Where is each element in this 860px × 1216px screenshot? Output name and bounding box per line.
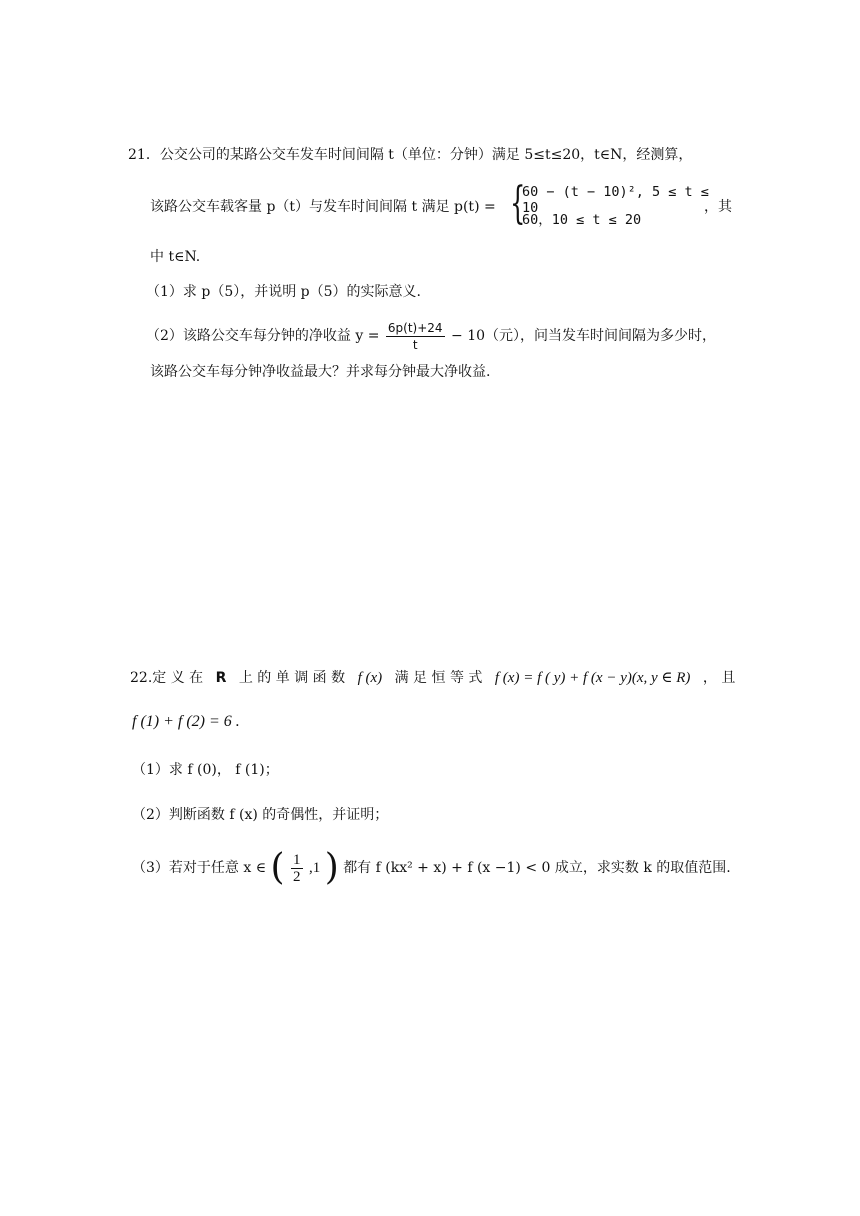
q21-part2-line2: 该路公交车每分钟净收益最大？并求每分钟最大净收益. [150,364,491,380]
q21-fraction-numerator: 6p(t)+24 [387,320,443,335]
q22-set-R: R [215,670,227,686]
q22-line2: f (1) + f (2) = 6 . [132,713,240,730]
q21-line3: 中 t∈N. [150,249,201,265]
q21-case2: 60，10 ≤ t ≤ 20 [522,212,642,228]
q21-part2 [146,318,716,354]
q22-line1-suffix: ， 且 [702,670,736,686]
q21-line2-suffix: ，其 [704,199,732,215]
q22-fraction-numerator: 1 [293,851,301,868]
q21-piecewise [510,178,720,230]
q21-line2-prefix: 该路公交车载客量 p（t）与发车时间间隔 t 满足 p(t) = [150,199,496,215]
right-paren-icon: ) [324,847,339,888]
q21-part1: （1）求 p（5），并说明 p（5）的实际意义. [146,284,421,300]
q22-part1: （1）求 f (0)， f (1)； [132,762,279,778]
q22-part3 [132,846,731,890]
q22-part3-prefix: （3）若对于任意 x ∈ [132,860,267,876]
q22-part2: （2）判断函数 f (x) 的奇偶性，并证明； [132,807,389,823]
q22-interval-end: ,1 [308,860,321,876]
q21-case1: 60 − (t − 10)², 5 ≤ t ≤ 10 [522,184,709,216]
q22-fraction-denominator: 2 [293,868,301,885]
q22-fx: f (x) [357,670,383,686]
q22-line1-mid2: 满 足 恒 等 式 [394,670,483,686]
q21-fraction-denominator: t [412,337,418,352]
left-brace-icon: { [510,178,526,229]
q22-identity: f (x) = f ( y) + f (x − y)(x, y ∈ R) [494,670,691,686]
q21-line1: 21．公交公司的某路公交车发车时间间隔 t（单位：分钟）满足 5≤t≤20，t∈N，经测算， [128,147,693,163]
q22-line1 [130,668,735,688]
q22-line1-mid: 上 的 单 调 函 数 [238,670,346,686]
q21-fraction [386,320,445,353]
q22-line1-prefix: 22.定 义 在 [130,670,204,686]
q22-half-fraction [291,852,303,885]
q22-part3-suffix: 都有 f (kx² + x) + f (x −1) < 0 成立，求实数 k 的取值范围. [343,860,731,876]
q21-part2-suffix: − 10（元），问当发车时间间隔为多少时， [451,328,717,344]
left-paren-icon: ( [270,847,285,888]
q21-part2-prefix: （2）该路公交车每分钟的净收益 y = [146,328,380,344]
